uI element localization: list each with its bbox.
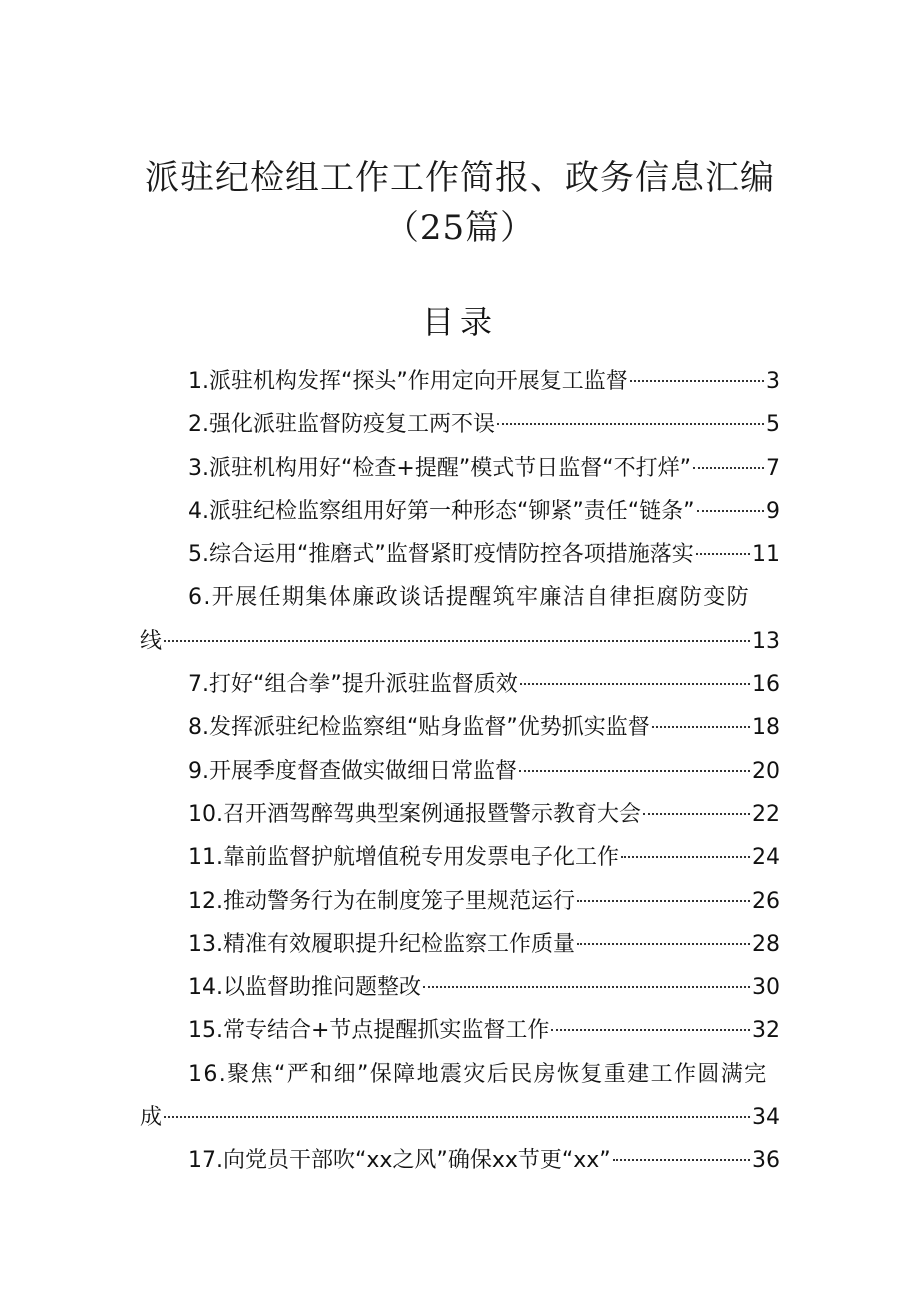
toc-dot-leader <box>519 770 750 772</box>
toc-entry-page: 20 <box>752 758 780 784</box>
document-title-line2: （25篇） <box>384 208 536 248</box>
toc-entry-title: 1.派驻机构发挥“探头”作用定向开展复工监督 <box>188 369 628 394</box>
toc-entry-title: 9.开展季度督查做实做细日常监督 <box>188 758 517 784</box>
toc-entry-page: 11 <box>752 542 780 568</box>
toc-entry[interactable] <box>140 750 780 793</box>
toc-dot-leader <box>613 1159 750 1161</box>
toc-entry-page: 3 <box>766 369 780 394</box>
toc-dot-leader <box>164 1116 750 1118</box>
toc-entry-page: 30 <box>752 975 780 1001</box>
toc-entry[interactable] <box>140 576 780 663</box>
toc-entry-page: 18 <box>752 715 780 741</box>
toc-entry-title-continued: 线 <box>140 628 163 654</box>
toc-entry-page: 26 <box>752 888 780 914</box>
toc-dot-leader <box>643 813 750 815</box>
document-title-line1: 派驻纪检组工作工作简报、政务信息汇编 <box>145 158 775 198</box>
toc-entry-page: 9 <box>766 498 780 524</box>
toc-dot-leader <box>423 986 750 988</box>
toc-entry[interactable] <box>140 923 780 966</box>
toc-entry-title: 12.推动警务行为在制度笼子里规范运行 <box>188 888 575 914</box>
toc-entry-page: 36 <box>752 1148 780 1174</box>
toc-entry-page: 34 <box>752 1105 780 1131</box>
toc-entry[interactable] <box>140 663 780 706</box>
toc-dot-leader <box>497 423 764 425</box>
toc-entry-title: 17.向党员干部吹“xx之风”确保xx节更“xx” <box>188 1148 611 1174</box>
toc-entry[interactable] <box>140 403 780 446</box>
toc-dot-leader <box>697 510 764 512</box>
toc-dot-leader <box>577 943 750 945</box>
toc-entry-page: 28 <box>752 931 780 957</box>
toc-entry-title-continued: 成 <box>140 1105 163 1131</box>
table-of-contents <box>140 360 780 1183</box>
toc-entry[interactable] <box>140 533 780 576</box>
toc-entry-title: 8.发挥派驻纪检监察组“贴身监督”优势抓实监督 <box>188 715 650 741</box>
toc-entry-page: 22 <box>752 801 780 827</box>
toc-entry[interactable] <box>140 1009 780 1052</box>
toc-entry[interactable] <box>140 490 780 533</box>
toc-entry-title: 16.聚焦“严和细”保障地震灾后民房恢复重建工作圆满完 <box>188 1061 768 1087</box>
toc-dot-leader <box>621 856 750 858</box>
toc-dot-leader <box>630 380 764 382</box>
toc-entry-page: 13 <box>752 628 780 654</box>
toc-entry[interactable] <box>140 966 780 1009</box>
toc-entry-title: 3.派驻机构用好“检查+提醒”模式节日监督“不打烊” <box>188 455 692 481</box>
toc-entry-title: 5.综合运用“推磨式”监督紧盯疫情防控各项措施落实 <box>188 542 694 568</box>
toc-dot-leader <box>164 640 750 642</box>
toc-entry-title: 15.常专结合+节点提醒抓实监督工作 <box>188 1018 550 1044</box>
toc-entry-title: 14.以监督助推问题整改 <box>188 975 421 1001</box>
toc-entry-title: 7.打好“组合拳”提升派驻监督质效 <box>188 672 518 698</box>
toc-dot-leader <box>696 553 750 555</box>
toc-dot-leader <box>577 900 750 902</box>
toc-entry-title: 2.强化派驻监督防疫复工两不误 <box>188 412 495 438</box>
toc-entry[interactable] <box>140 793 780 836</box>
toc-entry[interactable] <box>140 836 780 879</box>
toc-entry[interactable] <box>140 706 780 749</box>
toc-entry[interactable] <box>140 447 780 490</box>
toc-entry-title: 11.靠前监督护航增值税专用发票电子化工作 <box>188 845 619 871</box>
toc-entry[interactable] <box>140 1053 780 1140</box>
toc-entry-title: 6.开展任期集体廉政谈话提醒筑牢廉洁自律拒腐防变防 <box>188 585 750 611</box>
toc-dot-leader <box>520 683 750 685</box>
toc-entry-page: 5 <box>766 412 780 438</box>
toc-entry-page: 32 <box>752 1018 780 1044</box>
toc-dot-leader <box>652 726 750 728</box>
toc-entry-title: 13.精准有效履职提升纪检监察工作质量 <box>188 931 575 957</box>
toc-heading: 目录 <box>421 303 498 341</box>
toc-entry-title: 10.召开酒驾醉驾典型案例通报暨警示教育大会 <box>188 801 641 827</box>
toc-entry-title: 4.派驻纪检监察组用好第一种形态“铆紧”责任“链条” <box>188 498 695 524</box>
toc-entry-page: 16 <box>752 672 780 698</box>
toc-entry[interactable] <box>140 1139 780 1182</box>
toc-dot-leader <box>693 467 764 469</box>
toc-entry[interactable] <box>140 360 780 403</box>
toc-entry-page: 7 <box>766 455 780 481</box>
toc-dot-leader <box>551 1029 750 1031</box>
toc-entry[interactable] <box>140 880 780 923</box>
toc-entry-page: 24 <box>752 845 780 871</box>
